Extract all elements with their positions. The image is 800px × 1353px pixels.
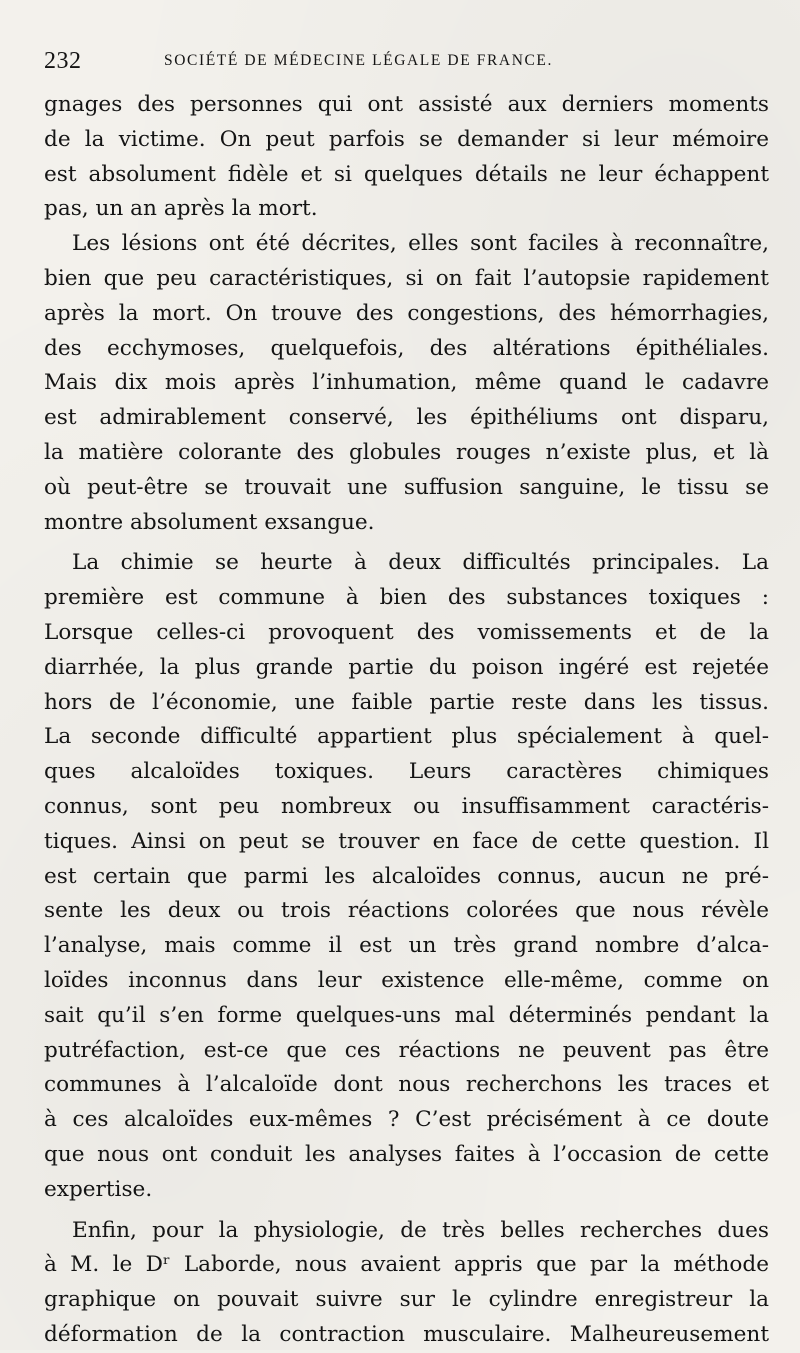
text-line: Lorsque celles-ci provoquent des vomissements et de la (44, 619, 769, 645)
text-line: sait qu’il s’en forme quelques-uns mal déterminés pendant la (44, 1002, 769, 1028)
text-line: est admirablement conservé, les épithéliums ont disparu, (44, 405, 769, 431)
text-line: Les lésions ont été décrites, elles sont faciles à reconnaître, (72, 231, 769, 257)
text-line: putréfaction, est-ce que ces réactions ne peuvent pas être (44, 1037, 769, 1063)
body-text (44, 88, 769, 1353)
text-line: la matière colorante des globules rouges n’existe plus, et là (44, 439, 769, 465)
paragraph-2 (44, 227, 769, 540)
text-line: sente les deux ou trois réactions colorées que nous révèle (44, 898, 769, 924)
page-number: 232 (44, 48, 82, 74)
text-line: hors de l’économie, une faible partie reste dans les tissus. (44, 689, 769, 715)
text-line: à M. le Dʳ Laborde, nous avaient appris que par la méthode (44, 1252, 769, 1278)
text-line: graphique on pouvait suivre sur le cylindre enregistreur la (44, 1287, 769, 1313)
text-line: est certain que parmi les alcaloïdes connus, aucun ne pré- (44, 863, 769, 889)
text-line: après la mort. On trouve des congestions, des hémorrhagies, (44, 300, 769, 326)
text-line: La seconde difficulté appartient plus spécialement à quel- (44, 724, 769, 750)
text-line: expertise. (44, 1176, 153, 1202)
text-line: diarrhée, la plus grande partie du poison ingéré est rejetée (44, 654, 769, 680)
text-line: bien que peu caractéristiques, si on fait l’autopsie rapidement (44, 265, 769, 291)
text-line: première est commune à bien des substances toxiques : (44, 585, 769, 611)
text-line: est absolument fidèle et si quelques détails ne leur échappent (44, 161, 769, 187)
text-line: Enfin, pour la physiologie, de très belles recherches dues (72, 1217, 769, 1243)
text-line: ques alcaloïdes toxiques. Leurs caractères chimiques (44, 759, 769, 785)
running-head: SOCIÉTÉ DE MÉDECINE LÉGALE DE FRANCE. (164, 52, 553, 69)
text-line: communes à l’alcaloïde dont nous recherchons les traces et (44, 1072, 769, 1098)
text-line: loïdes inconnus dans leur existence elle-même, comme on (44, 967, 769, 993)
text-line: l’analyse, mais comme il est un très grand nombre d’alca- (44, 933, 769, 959)
paragraph-3 (44, 546, 769, 1207)
text-line: gnages des personnes qui ont assisté aux derniers moments (44, 92, 769, 117)
text-line: à ces alcaloïdes eux-mêmes ? C’est précisément à ce doute (44, 1107, 769, 1133)
paragraph-4 (44, 1214, 769, 1353)
text-line: tiques. Ainsi on peut se trouver en face de cette question. Il (44, 828, 769, 854)
text-line: déformation de la contraction musculaire. Malheureusement (44, 1321, 769, 1347)
text-line: que nous ont conduit les analyses faites à l’occasion de cette (44, 1141, 769, 1167)
text-line: des ecchymoses, quelquefois, des altérations épithéliales. (44, 335, 769, 361)
paragraph-1 (44, 88, 769, 227)
text-line: de la victime. On peut parfois se demander si leur mémoire (44, 126, 769, 152)
text-line: montre absolument exsangue. (44, 509, 375, 535)
text-line: La chimie se heurte à deux difficultés principales. La (72, 550, 769, 576)
text-line: où peut-être se trouvait une suffusion sanguine, le tissu se (44, 474, 769, 500)
text-line: Mais dix mois après l’inhumation, même quand le cadavre (44, 370, 769, 396)
text-line: pas, un an après la mort. (44, 196, 318, 222)
page-header (44, 46, 764, 76)
text-line: connus, sont peu nombreux ou insuffisamment caractéris- (44, 793, 769, 819)
